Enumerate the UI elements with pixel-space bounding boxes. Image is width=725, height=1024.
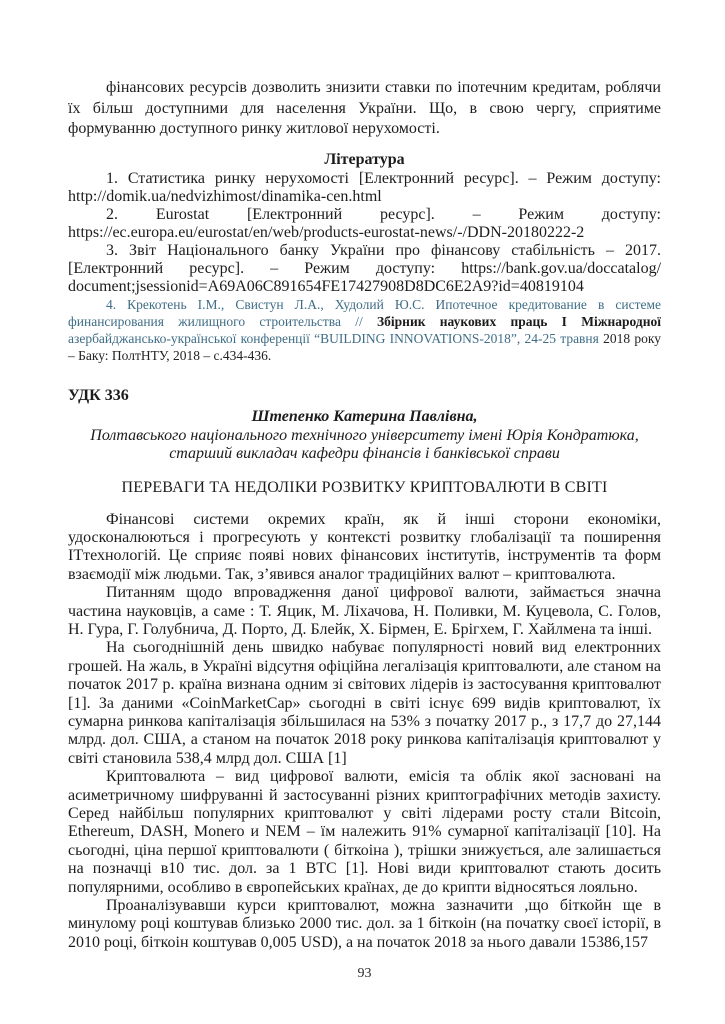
reference-4-authors-title: 4. Крекотень І.М., Свистун Л.А., Худолий Ю.С. Ипотечное кредитование в системе финансирования жилищного строительства // <box>68 297 661 329</box>
reference-4-proceedings-name: Збірник наукових праць І Міжнародної <box>377 314 661 329</box>
reference-item-4 <box>68 296 661 364</box>
reference-3-url-part1: https://bank.gov.ua/doccatalog/ <box>461 260 662 277</box>
reference-1-text: 1. Статистика ринку нерухомості [Електронний ресурс]. – Режим доступу: <box>106 170 661 187</box>
udc-code: УДК 336 <box>68 387 129 404</box>
reference-item-2 <box>68 206 661 242</box>
reference-2-url: https://ec.europa.eu/eurostat/en/web/products-eurostat-news/-/DDN-20180222-2 <box>68 224 585 241</box>
reference-3-url-part2: document;jsessionid=A69A06C891654FE17427908D8DC6E2A9?id=40819104 <box>68 278 584 295</box>
article-title: ПЕРЕВАГИ ТА НЕДОЛІКИ РОЗВИТКУ КРИПТОВАЛЮТИ В СВІТІ <box>121 478 608 496</box>
author-affiliation-position: старший викладач кафедри фінансів і банківської справи <box>169 445 560 462</box>
body-paragraph-4: Криптовалюта – вид цифрової валюти, емісія та облік якої засновані на асиметричному шифруванні й застосуванні різних криптографічних методів захисту. Серед найбільш популярних криптовалют у світі лідерами росту стали Bitcoin, Ethereum, DASH, Monero и NEM – їм належить 91% сумарної капіталізації [10]. На сьогодні, ціна першої криптовалюти ( біткоіна ), трішки знижується, але залишається на позначці в10 тис. дол. за 1 BTC [1]. Нові види криптовалют стають досить популярними, особливо в європейських країнах, де до крипти відносяться лояльно. <box>68 768 661 896</box>
reference-4-conference-name: азербайджансько-української конференції “BUILDING INNOVATIONS-2018”, 24-25 травня <box>68 331 604 346</box>
previous-article-closing-paragraph: фінансових ресурсів дозволить знизити ставки по іпотечним кредитам, роблячи їх більш доступними для населення України. Що, в свою чергу, сприятиме формуванню доступного ринку житлової нерухомості. <box>68 79 661 137</box>
reference-2-text: 2. Eurostat [Електронний ресурс]. – Режим доступу: <box>106 206 661 223</box>
body-paragraph-5: Проаналізувавши курси криптовалют, можна зазначити ,що біткойн ще в минулому році коштував близько 2000 тис. дол. за 1 біткоін (на початку своєї історії, в 2010 році, біткоін коштував 0,005 USD), а на початок 2018 за нього давали 15386,157 <box>68 897 661 951</box>
body-paragraph-3: На сьогоднішній день швидко набуває популярності новий вид електронних грошей. На жаль, в Україні відсутня офіційна легалізація криптовалюти, але станом на початок 2017 р. країна визнана одним зі світових лідерів із застосування криптовалют [1]. За даними «CoinMarketCap» сьогодні в світі існує 699 видів криптовалют, їх сумарна ринкова капіталізація збільшилася на 53% з початку 2017 р., з 17,7 до 27,144 млрд. дол. США, а станом на початок 2018 року ринкова капіталізація криптовалют у світі становила 538,4 млрд дол. США [1] <box>68 639 661 767</box>
reference-3-text: 3. Звіт Національного банку України про фінансову стабільність – 2017. [Електронний ресурс]. – Режим доступу: <box>68 242 661 277</box>
body-paragraph-1: Фінансові системи окремих країн, як й інші сторони економіки, удосконалюються і прогресують у контексті розвитку глобалізації та поширення ІТтехнологій. Це сприяє появі нових фінансових інститутів, інструментів та форм взаємодії між людьми. Так, з’явився аналог традиційних валют – криптовалюта. <box>68 510 661 583</box>
author-affiliation-university: Полтавського національного технічного університету імені Юрія Кондратюка, <box>90 426 639 444</box>
reference-item-3 <box>68 242 661 296</box>
body-paragraph-2: Питанням щодо впровадження даної цифрової валюти, займається значна частина науковців, а саме : Т. Яцик, М. Ліхачова, Н. Поливки, М. Куцевола, С. Голов, Н. Гура, Г. Голубнича, Д. Порто, Д. Блейк, Х. Бірмен, Е. Брігхем, Г. Хайлмена та інші. <box>68 584 661 638</box>
literature-heading: Література <box>324 150 405 168</box>
article-body <box>68 511 661 953</box>
page-number: 93 <box>357 966 372 982</box>
author-name: Штепенко Катерина Павлівна, <box>251 408 478 425</box>
reference-1-url: http://domik.ua/nedvizhimost/dinamika-cen.html <box>68 188 382 205</box>
reference-item-1 <box>68 170 661 206</box>
reference-4-publication-info: 2018 року – Баку: ПолтНТУ, 2018 – с.434-436. <box>68 331 661 363</box>
